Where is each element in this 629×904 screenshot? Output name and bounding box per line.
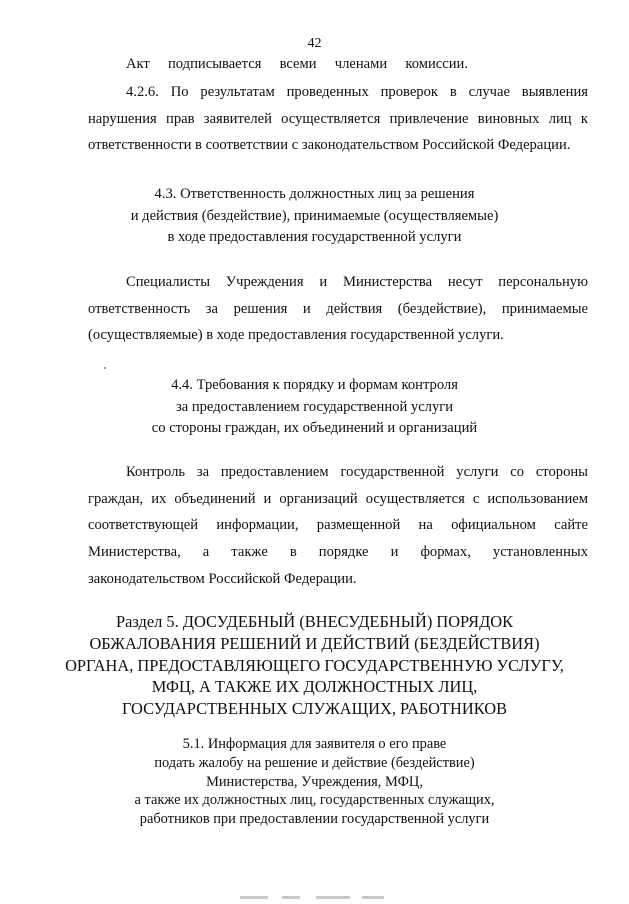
paragraph-line: ответственности в соответствии с законодательством Российской Федерации. (88, 137, 571, 154)
heading-line: 5.1. Информация для заявителя о его праве (182, 736, 447, 752)
heading-line: со стороны граждан, их объединений и организаций (151, 420, 478, 436)
scan-bottom-marks (230, 896, 400, 900)
section-heading-line: МФЦ, А ТАКЖЕ ИХ ДОЛЖНОСТНЫХ ЛИЦ, (151, 677, 478, 697)
heading-line: 4.3. Ответственность должностных лиц за решения (154, 186, 475, 202)
paragraph-line: Контроль за предоставлением государственной услуги со стороны (126, 464, 588, 480)
heading-line: Министерства, Учреждения, МФЦ, (206, 773, 423, 790)
heading-4-3 (40, 184, 589, 249)
paragraph-4-3 (88, 269, 588, 349)
heading-line: в ходе предоставления государственной услуги (167, 229, 462, 245)
scan-speck (104, 367, 106, 369)
paragraph-line: соответствующей информации, размещенной на официальном сайте (88, 517, 588, 534)
paragraph-line: Акт подписывается всеми членами комиссии. (126, 56, 468, 72)
paragraph-line: ответственность за решения и действия (бездействие), принимаемые (88, 300, 588, 317)
section-5-heading (40, 611, 589, 720)
heading-4-4 (40, 375, 589, 440)
heading-line: подать жалобу на решение и действие (бездействие) (154, 754, 475, 771)
heading-5-1 (40, 735, 589, 829)
section-heading-line: ОБЖАЛОВАНИЯ РЕШЕНИЙ И ДЕЙСТВИЙ (БЕЗДЕЙСТВИЯ) (89, 633, 540, 653)
section-heading-line: ГОСУДАРСТВЕННЫХ СЛУЖАЩИХ, РАБОТНИКОВ (121, 699, 508, 719)
heading-line: и действия (бездействие), принимаемые (осуществляемые) (130, 207, 499, 224)
paragraph-line: 4.2.6. По результатам проведенных проверок в случае выявления (126, 84, 588, 100)
heading-line: а также их должностных лиц, государственных служащих, (134, 792, 495, 809)
paragraph-act (88, 51, 588, 78)
paragraph-line: граждан, их объединений и организаций осуществляется с использованием (88, 490, 588, 507)
paragraph-4-4 (88, 459, 588, 593)
section-heading-line: Раздел 5. ДОСУДЕБНЫЙ (ВНЕСУДЕБНЫЙ) ПОРЯДОК (115, 612, 514, 631)
paragraph-line: Специалисты Учреждения и Министерства несут персональную (126, 274, 588, 290)
paragraph-4-2-6 (88, 79, 588, 159)
heading-line: работников при предоставлении государственной услуги (139, 811, 490, 828)
paragraph-line: Министерства, а также в порядке и формах, установленных (88, 544, 588, 561)
paragraph-line: нарушения прав заявителей осуществляется привлечение виновных лиц к (88, 110, 588, 127)
paragraph-line: (осуществляемые) в ходе предоставления государственной услуги. (88, 327, 504, 344)
paragraph-line: законодательством Российской Федерации. (88, 570, 357, 587)
section-heading-line: ОРГАНА, ПРЕДОСТАВЛЯЮЩЕГО ГОСУДАРСТВЕННУЮ УСЛУГУ, (65, 655, 564, 675)
page-number: 42 (307, 36, 322, 51)
heading-line: за предоставлением государственной услуги (175, 398, 454, 415)
heading-line: 4.4. Требования к порядку и формам контроля (171, 377, 458, 393)
